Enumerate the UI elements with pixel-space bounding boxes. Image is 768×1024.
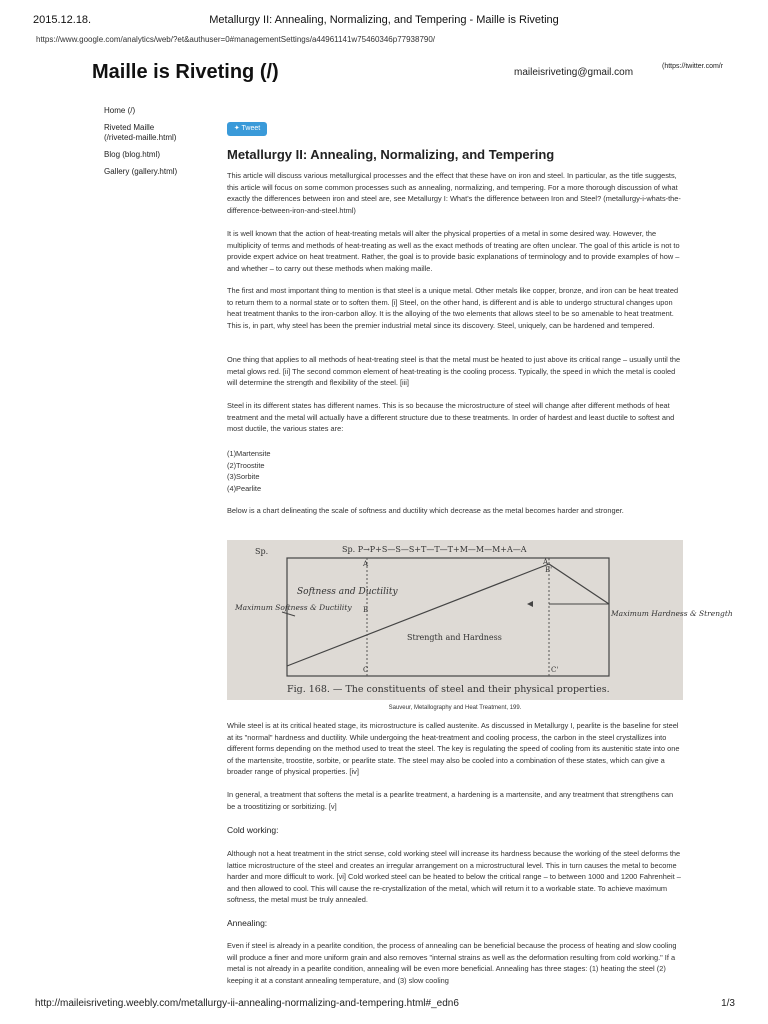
list-item: (3)Sorbite	[227, 472, 260, 482]
figure-image-caption: Fig. 168. — The constituents of steel and their physical properties.	[287, 684, 610, 695]
annealing-heading: Annealing:	[227, 918, 268, 928]
article-paragraph: While steel is at its critical heated stage, its microstructure is called austenite. As discussed in Metallurgy I, pearlite is the baseline for steel at its "normal" hardness and ductility. While undergoing the heat-treatment and cooling process, the carbon in the steel crystallizes into different forms depending on the method used to treat the steel. The key is regulating the speed of cooling from its austenitic state into one of the martensite, troostite, sorbite, or pearlite state. The steel may also be cooled into a combination of these states, which can give a broader range of physical properties. [iv]	[227, 721, 680, 777]
figure-softness-label: Softness and Ductility	[297, 587, 398, 597]
site-title-link[interactable]: Maille is Riveting (/)	[92, 61, 279, 83]
steel-properties-figure	[227, 540, 733, 700]
figure-point-a: A	[363, 560, 369, 568]
sidebar-item-blog[interactable]: Blog (blog.html)	[104, 150, 161, 159]
figure-point-c: C	[363, 666, 369, 674]
contact-email-link[interactable]: maileisriveting@gmail.com	[514, 67, 634, 78]
sidebar-item-gallery[interactable]: Gallery (gallery.html)	[104, 167, 178, 176]
figure-top-scale: Sp. P→P+S—S—S+T—T—T+M—M—M+A—A	[342, 545, 527, 554]
figure-point-b1: B'	[545, 566, 553, 574]
figure-strength-label: Strength and Hardness	[407, 633, 502, 642]
print-url-top[interactable]: https://www.google.com/analytics/web/?et&authuser=0#managementSettings/a44961141w75460346p77938790/	[36, 35, 436, 44]
annealing-paragraph: Even if steel is already in a pearlite condition, the process of annealing can be beneficial because the process of heating and slow cooling will produce a finer and more uniform grain and also removes "internal strains as well as the deformation resulting from cold working." If a metal is not already in a pearlite condition, annealing will be even more beneficial. Annealing has three stages: (1) heating the steel (2) keeping it at a constant annealing temperature, and (3) slow cooling	[227, 941, 677, 985]
figure-point-c1: C'	[551, 666, 559, 674]
figure-source-caption: Sauveur, Metallography and Heat Treatment, 199.	[388, 705, 522, 711]
list-item: (1)Martensite	[227, 449, 271, 458]
tweet-button-label: Tweet	[241, 125, 261, 132]
print-date: 2015.12.18.	[33, 14, 92, 26]
sidebar-item-home[interactable]: Home (/)	[104, 106, 136, 115]
chart-intro-paragraph: Below is a chart delineating the scale of softness and ductility which decrease as the metal becomes harder and stronger.	[227, 506, 624, 515]
sidebar-item-riveted-maille[interactable]: Riveted Maille (/riveted-maille.html)	[104, 123, 177, 142]
article-paragraph: It is well known that the action of heat-treating metals will alter the physical properties of a metal in some desired way. However, the multiplicity of terms and methods of heat-treating as well as the exact methods of treating are often unclear. The goal of this article is not to provide expert advice on heat treatment. Rather, the goal is to provide basic explanations of terminology and to provide examples of how – and whether – to carry out these methods when making maille.	[227, 229, 680, 273]
print-page-title: Metallurgy II: Annealing, Normalizing, and Tempering - Maille is Riveting	[209, 14, 559, 26]
print-footer-url[interactable]: http://maileisriveting.weebly.com/metallurgy-ii-annealing-normalizing-and-tempering.html#_edn6	[35, 998, 459, 1009]
figure-max-hardness-label: Maximum Hardness & Strength	[611, 609, 733, 618]
tweet-button[interactable]	[227, 122, 267, 136]
cold-working-heading: Cold working:	[227, 825, 279, 835]
figure-sp-label: Sp.	[255, 547, 269, 556]
figure-point-b: B	[363, 606, 369, 614]
figure-point-a1: A'	[543, 558, 550, 566]
print-page-number: 1/3	[721, 998, 735, 1009]
list-item: (2)Troostite	[227, 460, 265, 470]
article-paragraph: The first and most important thing to mention is that steel is a unique metal. Other metals like copper, bronze, and iron can be heat treated to return them to a normal state or to soften them. [i] Steel, on the other hand, is different and is able to undergo structural changes upon heat treatment thanks to the iron-carbon alloy. It is the alloying of the two elements that allows steel to be so amenable to heat treatment. This is, in part, why steel has been the premier industrial metal since its discovery. Steel, uniquely, can be hardened and tempered.	[227, 286, 679, 330]
sidebar-nav	[104, 106, 214, 184]
article-title: Metallurgy II: Annealing, Normalizing, and Tempering	[227, 147, 555, 162]
steel-states-list	[227, 448, 271, 494]
article-paragraph: In general, a treatment that softens the metal is a pearlite treatment, a hardening is a martensite, and any treatment that strengthens can be a troostitizing or sorbitizing. [v]	[227, 790, 674, 811]
list-item: (4)Pearlite	[227, 483, 262, 493]
figure-max-softness-label: Maximum Softness & Ductility	[235, 603, 352, 612]
cold-working-paragraph: Although not a heat treatment in the strict sense, cold working steel will increase its hardness because the working of the steel deforms the lattice microstructure of the steel and creates an irregular arrangement on a microstructural level. This in turn causes the metal to become harder and more difficult to work. [vi] Cold worked steel can be heated to below the critical range – to between 1000 and 1200 Fahrenheit – and then allowed to cool. This will cause the re-crystallization of the metal, which will return it to a workable state. To achieve maximum softness, the metal must be truly annealed.	[227, 849, 681, 905]
article-paragraph: This article will discuss various metallurgical processes and the effect that these have on iron and steel. In particular, as the title suggests, this article will focus on some common processes such as annealing, normalizing, and tempering. For a more thorough discussion of what exactly the differences between iron and steel are, see Metallurgy I: What's the difference between Iron and Steel? (metallurgy-i-whats-the-difference-between-iron-and-steel.html)	[227, 171, 681, 215]
article-paragraph: Steel in its different states has different names. This is so because the microstructure of steel will change after different methods of heat treatment and the metal will actually have a different structure due to these treatments. In order of hardest and least ductile to softest and most ductile, the various states are:	[227, 401, 675, 434]
twitter-link[interactable]: (https://twitter.com/r	[662, 63, 724, 70]
twitter-bird-icon: ✦	[233, 125, 242, 132]
article-paragraph: One thing that applies to all methods of heat-treating steel is that the metal must be heated to just above its critical range – usually until the metal glows red. [ii] The second common element of heat-treating is the cooling process. Typically, the speed in which the metal is cooled will determine the strength and flexibility of the steel. [iii]	[227, 355, 681, 388]
print-header	[33, 14, 735, 30]
figure-drawing	[227, 540, 733, 700]
